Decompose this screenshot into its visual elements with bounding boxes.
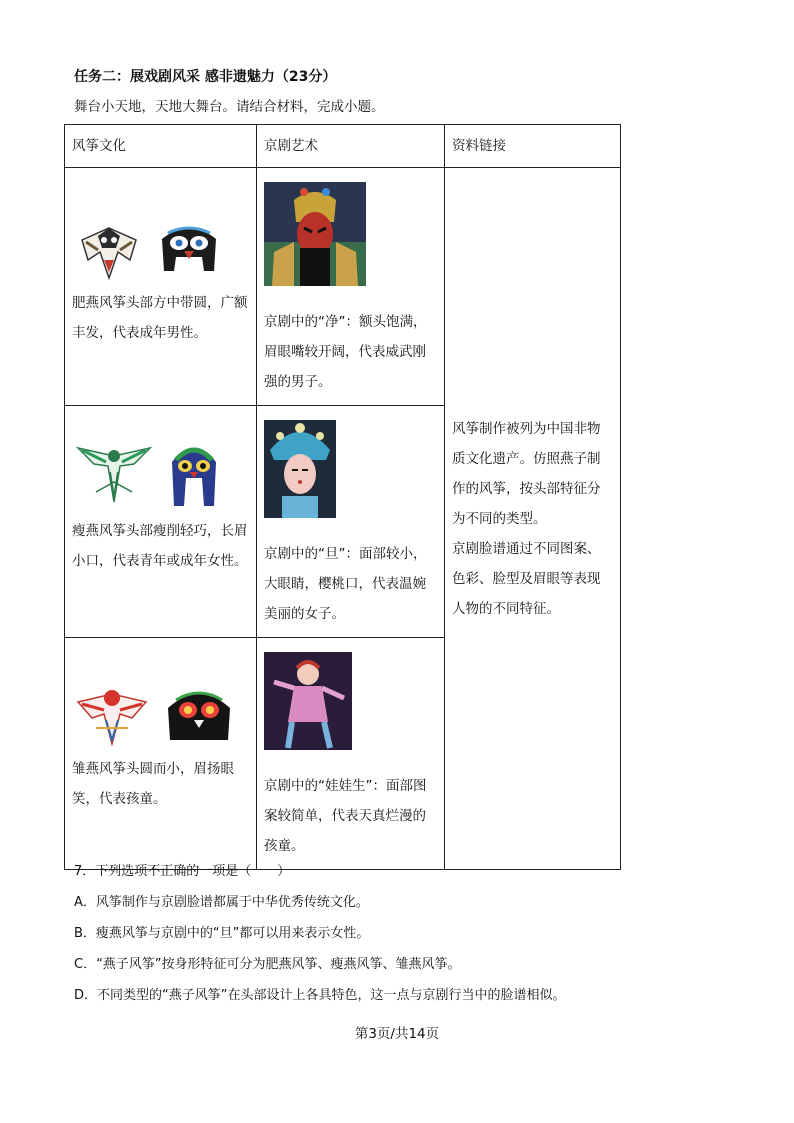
opera-description: 京剧中的“旦”：面部较小，大眼睛，樱桃口，代表温婉美丽的女子。 — [264, 546, 427, 622]
fat-swallow-facial-mask-image — [158, 221, 220, 279]
table-header-row — [65, 125, 621, 168]
kite-cell — [65, 406, 257, 638]
thin-swallow-kite-image — [76, 442, 152, 504]
option-c[interactable]: C．“燕子风筝”按身形特征可分为肥燕风筝、瘦燕风筝、雏燕风筝。 — [74, 957, 461, 972]
option-a[interactable]: A．风筝制作与京剧脸谱都属于中华优秀传统文化。 — [74, 895, 369, 910]
dan-role-photo — [264, 420, 336, 518]
jing-role-photo — [264, 182, 366, 286]
opera-description: 京剧中的“净”：额头饱满，眉眼嘴较开阔，代表威武刚强的男子。 — [264, 314, 427, 390]
table-row — [65, 168, 621, 406]
option-b[interactable]: B．瘦燕风筝与京剧中的“旦”都可以用来表示女性。 — [74, 926, 370, 941]
resource-link-cell — [445, 168, 621, 870]
young-swallow-kite-image — [76, 684, 148, 746]
option-d[interactable]: D．不同类型的“燕子风筝”在头部设计上各具特色，这一点与京剧行当中的脸谱相似。 — [74, 988, 566, 1003]
link-text-kite: 风筝制作被列为中国非物质文化遗产。仿照燕子制作的风筝，按头部特征分为不同的类型。 — [452, 420, 601, 527]
opera-cell — [257, 638, 445, 870]
question-block — [74, 862, 714, 1017]
kite-images — [76, 220, 248, 280]
kite-description: 肥燕风筝头部方中带圆，广额丰发，代表成年男性。 — [72, 295, 248, 341]
young-swallow-facial-mask-image — [164, 686, 234, 744]
header-peking-opera: 京剧艺术 — [257, 125, 445, 168]
material-table — [64, 124, 621, 870]
wawasheng-role-photo — [264, 652, 352, 750]
header-resource-link: 资料链接 — [445, 125, 621, 168]
opera-description: 京剧中的“娃娃生”：面部图案较简单，代表天真烂漫的孩童。 — [264, 778, 427, 854]
kite-cell — [65, 168, 257, 406]
page-number: 第3页/共14页 — [354, 1026, 440, 1042]
kite-images — [76, 684, 248, 746]
task-intro: 舞台小天地，天地大舞台。请结合材料，完成小题。 — [74, 99, 385, 115]
opera-cell — [257, 168, 445, 406]
header-kite-culture: 风筝文化 — [65, 125, 257, 168]
kite-images — [76, 438, 248, 508]
opera-cell — [257, 406, 445, 638]
kite-description: 瘦燕风筝头部瘦削轻巧，长眉小口，代表青年或成年女性。 — [72, 523, 248, 569]
thin-swallow-facial-mask-image — [168, 438, 220, 508]
kite-cell — [65, 638, 257, 870]
link-text-opera: 京剧脸谱通过不同图案、色彩、脸型及眉眼等表现人物的不同特征。 — [452, 540, 601, 617]
fat-swallow-kite-image — [76, 220, 142, 280]
task-title: 任务二：展戏剧风采 感非遗魅力（23分） — [74, 69, 337, 85]
kite-description: 雏燕风筝头圆而小，眉扬眼笑，代表孩童。 — [72, 761, 234, 807]
question-stem: 7．下列选项不正确的一项是（ ） — [74, 864, 291, 879]
